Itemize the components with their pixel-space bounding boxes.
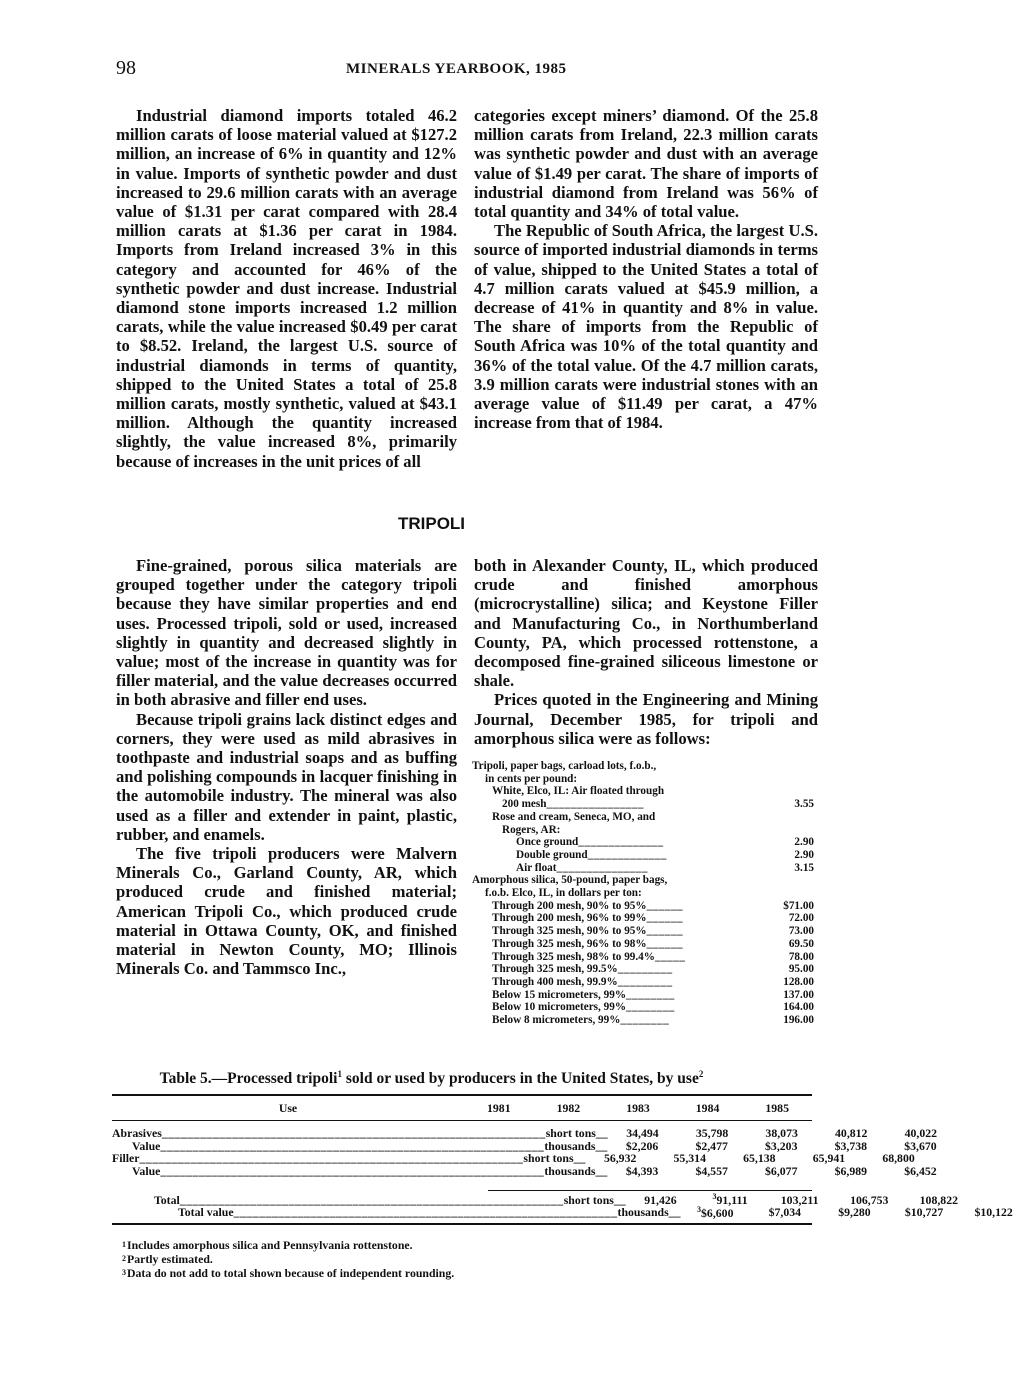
data-table	[112, 1094, 1013, 1225]
table-cell: 35,798	[695, 1125, 729, 1140]
page-header	[0, 0, 863, 110]
leader-dashes: __	[595, 1125, 608, 1140]
paragraph: The five tripoli producers were Malvern Minerals Co., Garland County, AR, which produced crude and finished material; American Tripoli Co., which produced crude material in Ottawa County, OK, and finished material in Newton County, MO; Illinois Minerals Co. and Tammsco Inc.,	[116, 844, 457, 979]
table-cell: 38,073	[765, 1125, 798, 1140]
price-list-item	[472, 849, 814, 862]
table-body	[112, 1121, 1013, 1223]
column-header-year: 1985	[765, 1100, 789, 1115]
row-name: Value	[132, 1163, 161, 1178]
table-cell: 40,022	[904, 1125, 938, 1140]
table-cell: $2,206	[625, 1138, 659, 1153]
diamond-text-left-column	[116, 106, 457, 471]
price-item-value: 196.00	[783, 1014, 814, 1027]
leader-dashes: ________	[626, 988, 675, 1001]
price-item-value: 137.00	[783, 988, 814, 1001]
price-item-label: Below 10 micrometers, 99%	[492, 1001, 627, 1014]
price-list-item	[472, 785, 814, 798]
table-cell: 68,800	[882, 1151, 915, 1166]
price-list-item	[472, 951, 814, 964]
price-list-item	[472, 836, 814, 849]
column-header-year: 1983	[626, 1100, 650, 1115]
table-footnotes	[122, 1238, 454, 1281]
table-cell: $10,122	[974, 1205, 1013, 1220]
leader-dashes: ____________________________________________________________	[161, 1125, 546, 1140]
footnote: 1 Includes amorphous silica and Pennsylvania rottenstone.	[122, 1238, 413, 1252]
paragraph: The Republic of South Africa, the largest U.S. source of imported industrial diamonds in terms of value, shipped to the United States a total of 4.7 million carats valued at $45.9 million, a decrease of 41% in quantity and 8% in value. The share of imports from the Republic of South Africa was 10% of the total quantity and 36% of the total value. Of the 4.7 million carats, 3.9 million carats were industrial stones with an average value of $11.49 per carat, a 47% increase from that of 1984.	[474, 221, 818, 433]
leader-dashes: ____________________________________________________________	[139, 1151, 524, 1166]
price-item-label: Rose and cream, Seneca, MO, and	[492, 810, 656, 823]
price-list-item	[472, 963, 814, 976]
table-cell: $6,077	[765, 1163, 798, 1178]
price-list-item	[472, 938, 814, 951]
row-label	[112, 1164, 607, 1179]
row-unit: short tons	[563, 1192, 614, 1207]
paragraph: both in Alexander County, IL, which produced crude and finished amorphous (microcrystalline) silica; and Keystone Filler and Manufacturing Co., in Northumberland County, PA, which processed rottenstone, a decomposed fine-grained siliceous limestone or shale.	[474, 556, 818, 691]
price-item-label: f.o.b. Elco, IL, in dollars per ton:	[485, 887, 642, 900]
price-item-label: Tripoli, paper bags, carload lots, f.o.b.,	[472, 760, 657, 772]
leader-dashes: __	[595, 1138, 608, 1153]
leader-dashes: _______________	[556, 861, 648, 874]
leader-dashes: __	[613, 1192, 626, 1207]
table-cell: $^3$91,111	[712, 1192, 748, 1208]
table-cell: $9,280	[838, 1205, 871, 1220]
leader-dashes: __	[573, 1151, 586, 1166]
table-header-row	[112, 1096, 812, 1121]
row-unit: short tons	[545, 1125, 596, 1140]
price-list-item	[472, 798, 814, 811]
table-cell: $10,727	[904, 1205, 944, 1220]
leader-dashes: ________	[626, 1001, 675, 1014]
paragraph: Because tripoli grains lack distinct edges and corners, they were used as mild abrasives in toothpaste and industrial soaps and as buffing and polishing compounds in lacquer finishing in the automobile industry. The mineral was also used as a filler and extender in paint, plastic, rubber, and enamels.	[116, 709, 457, 844]
price-item-label: White, Elco, IL: Air floated through	[492, 785, 665, 798]
column-header-year: 1984	[695, 1100, 720, 1115]
table-cell: $3,738	[834, 1138, 868, 1153]
row-unit: short tons	[523, 1151, 574, 1166]
price-list-item	[472, 874, 814, 887]
tripoli-text-left-column	[116, 556, 457, 978]
leader-dashes: __	[668, 1205, 681, 1220]
row-name: Total	[154, 1192, 180, 1207]
running-head: MINERALS YEARBOOK, 1985	[346, 61, 567, 77]
table-row	[112, 1204, 1013, 1220]
leader-dashes: ______	[646, 899, 684, 912]
price-item-value: 72.00	[788, 912, 814, 925]
price-item-value: 95.00	[788, 963, 814, 976]
price-list-item	[472, 912, 814, 925]
price-list-item	[472, 925, 814, 938]
leader-dashes: ____________________________________________________________	[160, 1163, 545, 1178]
leader-dashes: ____________________________________________________________	[179, 1192, 564, 1207]
table-title: Table 5.—Processed tripoli$^1$ sold or used by producers in the United States, by use$^2$	[159, 1069, 704, 1088]
row-name: Total value	[178, 1205, 234, 1220]
table-cell: $6,989	[834, 1163, 868, 1178]
table-cell: 65,138	[743, 1151, 776, 1166]
leader-dashes: _____________	[587, 848, 667, 861]
paragraph: Fine-grained, porous silica materials are grouped together under the category tripoli because they have similar properties and end uses. Processed tripoli, sold or used, increased slightly in quantity and decreased slightly in value; most of the increase in quantity was for filler material, and the value decreases occurred in both abrasive and filler end uses.	[116, 556, 457, 710]
price-item-value: 128.00	[783, 975, 814, 988]
price-item-label: Double ground	[516, 848, 588, 861]
price-list-item	[472, 976, 814, 989]
price-list-item	[472, 760, 814, 773]
table-cell: 40,812	[835, 1125, 868, 1140]
price-item-label: Through 325 mesh, 96% to 98%	[492, 937, 647, 950]
paragraph: categories except miners’ diamond. Of the 25.8 million carats from Ireland, 22.3 million carats was synthetic powder and dust with an average value of $1.49 per carat. The share of imports of industrial diamond from Ireland was 56% of total quantity and 34% of total value.	[474, 106, 818, 222]
price-item-label: 200 mesh	[502, 798, 547, 811]
price-item-label: Amorphous silica, 50-pound, paper bags,	[472, 874, 668, 887]
table-cell: 34,494	[626, 1125, 659, 1140]
price-item-value: 73.00	[788, 925, 814, 938]
price-item-label: Rogers, AR:	[502, 823, 561, 836]
leader-dashes: _________	[617, 975, 673, 988]
price-list-item	[472, 989, 814, 1002]
row-unit: thousands	[617, 1205, 669, 1220]
total-rule	[488, 1190, 812, 1191]
diamond-text-right-column	[474, 106, 818, 432]
paragraph: Industrial diamond imports totaled 46.2 million carats of loose material valued at $127.2 million, an increase of 6% in quantity and 12% in value. Imports of synthetic powder and dust increased to 29.6 million carats with an average value of $1.31 per carat compared with 28.4 million carats at $1.36 per carat in 1984. Imports from Ireland increased 3% in this category and accounted for 46% of the synthetic powder and dust increase. Industrial diamond stone imports increased 1.2 million carats, while the value increased $0.49 per carat to $8.52. Ireland, the largest U.S. source of industrial diamonds in terms of quantity, shipped to the United States a total of 25.8 million carats, mostly synthetic, valued at $43.1 million. Although the quantity increased slightly, the value increased 8%, primarily because of increases in the unit prices of all	[116, 106, 457, 471]
price-item-label: Through 325 mesh, 90% to 95%	[492, 925, 647, 938]
row-name: Abrasives	[112, 1125, 162, 1140]
table-cell: 106,753	[850, 1192, 889, 1207]
price-item-label: Through 400 mesh, 99.9%	[492, 975, 618, 988]
leader-dashes: ________________	[546, 798, 644, 811]
price-item-value: 164.00	[783, 1001, 814, 1014]
row-label	[112, 1205, 680, 1220]
leader-dashes: _________	[617, 963, 673, 976]
row-unit: thousands	[544, 1138, 596, 1153]
column-header-use: Use	[278, 1100, 298, 1115]
price-item-label: Through 325 mesh, 98% to 99.4%	[492, 950, 655, 963]
paragraph: Prices quoted in the Engineering and Mining Journal, December 1985, for tripoli and amorphous silica were as follows:	[474, 690, 818, 748]
price-item-value: 78.00	[788, 950, 814, 963]
table-cell: $3,670	[904, 1138, 937, 1153]
price-item-value: $71.00	[783, 899, 814, 912]
leader-dashes: ______________	[578, 836, 664, 849]
column-header-year: 1981	[487, 1100, 511, 1115]
price-item-value: 3.55	[794, 798, 814, 811]
page-number: 98	[116, 57, 136, 79]
row-name: Filler	[112, 1151, 140, 1166]
spacer	[112, 1178, 812, 1186]
leader-dashes: ____________________________________________________________	[160, 1138, 545, 1153]
row-name: Value	[132, 1138, 161, 1153]
price-list-item	[472, 824, 814, 837]
price-item-label: Through 200 mesh, 96% to 99%	[492, 912, 647, 925]
price-item-value: 2.90	[794, 848, 814, 861]
table-cell: $7,034	[768, 1205, 802, 1220]
table-cell: $4,557	[695, 1163, 728, 1178]
table-row	[112, 1163, 937, 1178]
column-header-year: 1982	[556, 1100, 581, 1115]
table-cell: 91,426	[644, 1192, 677, 1207]
price-list-item	[472, 811, 814, 824]
leader-dashes: ____________________________________________________________	[233, 1205, 618, 1220]
footnote: 3 Data do not add to total shown because of independent rounding.	[122, 1266, 455, 1281]
price-list-item	[472, 887, 814, 900]
price-list-item	[472, 1001, 814, 1014]
table-cell: 108,822	[919, 1192, 958, 1207]
price-item-label: Through 200 mesh, 90% to 95%	[492, 899, 647, 912]
price-list	[472, 760, 814, 1027]
price-item-value: 3.15	[794, 861, 814, 874]
table-cell: $4,393	[625, 1163, 659, 1178]
leader-dashes: __	[595, 1163, 608, 1178]
table-cell: 103,211	[780, 1192, 819, 1207]
leader-dashes: ______	[646, 925, 684, 938]
price-item-value: 69.50	[788, 937, 814, 950]
leader-dashes: ______	[646, 912, 684, 925]
leader-dashes: _____	[654, 950, 686, 963]
price-item-value: 2.90	[794, 836, 814, 849]
price-list-item	[472, 773, 814, 786]
price-item-label: Once ground	[516, 836, 579, 849]
table-cell: 65,941	[812, 1151, 846, 1166]
footnote: 2 Partly estimated.	[122, 1252, 213, 1267]
tripoli-text-right-column	[474, 556, 818, 748]
leader-dashes: ________	[620, 1014, 670, 1027]
table-cell: 55,314	[673, 1151, 706, 1166]
table-cell: 56,932	[603, 1151, 637, 1166]
price-list-item	[472, 1014, 814, 1027]
table-cell: $6,452	[904, 1163, 937, 1178]
price-item-label: Air float	[516, 861, 557, 874]
table-cell: $3,203	[765, 1138, 798, 1153]
price-item-label: Below 15 micrometers, 99%	[492, 988, 627, 1001]
price-item-label: Below 8 micrometers, 99%	[492, 1014, 621, 1027]
leader-dashes: ______	[646, 937, 684, 950]
row-unit: thousands	[544, 1163, 596, 1178]
table-cell: $^3$\$6,600	[697, 1204, 734, 1220]
price-list-item	[472, 900, 814, 913]
price-item-label: Through 325 mesh, 99.5%	[492, 963, 618, 976]
section-title-tripoli: TRIPOLI	[397, 514, 466, 533]
price-list-item	[472, 862, 814, 875]
price-item-label: in cents per pound:	[485, 772, 578, 785]
table-cell: $2,477	[695, 1138, 728, 1153]
